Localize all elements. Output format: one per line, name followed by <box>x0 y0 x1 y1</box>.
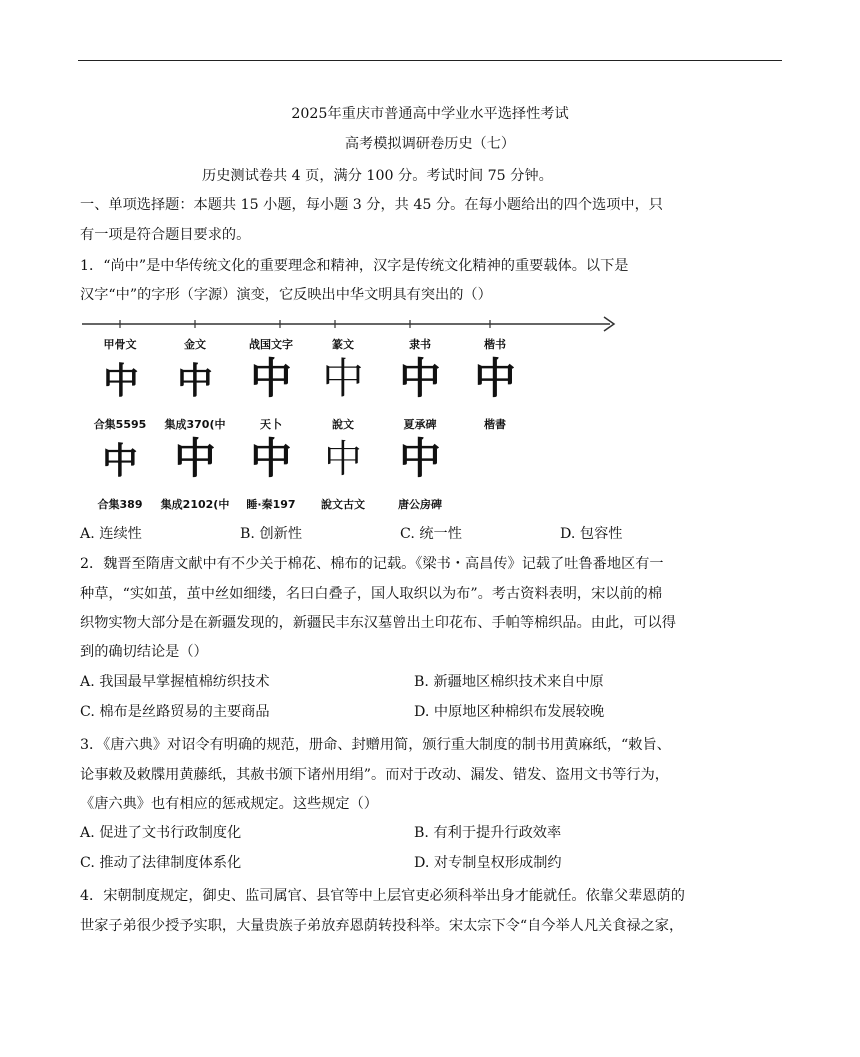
question-2-stem-cont-2: 织物实物大部分是在新疆发现的，新疆民丰东汉墓曾出土印花布、手帕等棉织品。由此，可以得 <box>80 615 676 631</box>
script-label-clerical: 隶书 <box>409 338 431 351</box>
script-label-warring-states: 战国文字 <box>249 338 293 351</box>
caption-regular-1: 楷書 <box>484 418 506 431</box>
caption-oracle-1: 合集5595 <box>93 418 147 431</box>
caption-bronze-1: 集成370(中 <box>164 418 226 431</box>
q2-option-d[interactable]: D. 中原地区种棉织布发展较晚 <box>414 704 605 720</box>
script-label-regular: 楷书 <box>484 338 506 351</box>
character-evolution-figure <box>80 312 620 517</box>
q2-option-a[interactable]: A. 我国最早掌握植棉纺织技术 <box>80 674 270 690</box>
glyph-seal-1: 中 <box>321 354 364 403</box>
q1-option-c[interactable]: C. 统一性 <box>400 526 462 542</box>
q3-option-c[interactable]: C. 推动了法律制度体系化 <box>80 855 242 871</box>
caption-clerical-1: 夏承碑 <box>403 418 437 431</box>
question-2-stem-cont-3: 到的确切结论是（） <box>80 644 208 660</box>
question-3-stem-cont-1: 论事敕及敕牒用黄藤纸，其赦书颁下诸州用绢”。而对于改动、漏发、错发、盗用文书等行为， <box>80 767 669 783</box>
glyph-warring-1: 中 <box>249 354 292 403</box>
glyph-clerical-2: 中 <box>398 434 441 483</box>
glyph-oracle-2: 中 <box>101 441 138 482</box>
caption-warring-2: 睡·秦197 <box>246 498 296 511</box>
section-instruction-cont: 有一项是符合题目要求的。 <box>80 227 251 243</box>
caption-clerical-2: 唐公房碑 <box>398 498 442 511</box>
question-4-stem-cont: 世家子弟很少授予实职，大量贵族子弟放弃恩荫转投科举。宋太宗下令“自今举人凡关食禄之家， <box>80 918 684 934</box>
caption-warring-1: 天卜 <box>260 418 282 431</box>
question-3-stem: 3．《唐六典》对诏令有明确的规范，册命、封赠用简，颁行重大制度的制书用黄麻纸，“敕旨、 <box>80 737 671 753</box>
exam-title: 2025年重庆市普通高中学业水平选择性考试 <box>291 106 569 122</box>
caption-seal-2: 說文古文 <box>321 498 365 511</box>
exam-subtitle: 高考模拟调研卷历史（七） <box>344 136 516 152</box>
exam-info: 历史测试卷共 4 页，满分 100 分。考试时间 75 分钟。 <box>202 168 553 184</box>
script-label-seal: 篆文 <box>332 338 354 351</box>
question-1-stem: 1．“尚中”是中华传统文化的重要理念和精神，汉字是传统文化精神的重要载体。以下是 <box>80 258 629 274</box>
caption-oracle-2: 合集389 <box>97 498 143 511</box>
section-instruction: 一、单项选择题：本题共 15 小题，每小题 3 分，共 45 分。在每小题给出的四个选项中，只 <box>80 197 663 213</box>
q3-option-d[interactable]: D. 对专制皇权形成制约 <box>414 855 562 871</box>
glyph-regular-1: 中 <box>473 354 516 403</box>
question-2-stem-cont-1: 种草，“实如茧，茧中丝如细缕，名曰白叠子，国人取织以为布”。考古资料表明，宋以前的棉 <box>80 586 663 602</box>
glyph-oracle-1: 中 <box>102 361 137 402</box>
header-rule <box>78 60 782 61</box>
glyph-bronze-1: 中 <box>176 361 213 402</box>
glyph-clerical-1: 中 <box>398 354 441 403</box>
script-label-bronze: 金文 <box>184 338 206 351</box>
glyph-warring-2: 中 <box>249 434 292 483</box>
q1-option-a[interactable]: A. 连续性 <box>80 526 142 542</box>
question-4-stem: 4．宋朝制度规定，御史、监司属官、县官等中上层官吏必须科举出身才能就任。依靠父辈恩荫的 <box>80 888 685 904</box>
question-1-stem-cont: 汉字“中”的字形（字源）演变，它反映出中华文明具有突出的（） <box>80 287 492 303</box>
q1-option-b[interactable]: B. 创新性 <box>240 526 303 542</box>
script-label-oracle-bone: 甲骨文 <box>103 338 137 351</box>
q2-option-c[interactable]: C. 棉布是丝路贸易的主要商品 <box>80 704 270 720</box>
q1-option-d[interactable]: D. 包容性 <box>560 526 623 542</box>
q2-option-b[interactable]: B. 新疆地区棉织技术来自中原 <box>414 674 604 690</box>
caption-seal-1: 說文 <box>332 418 354 431</box>
caption-bronze-2: 集成2102(中 <box>160 498 230 511</box>
glyph-bronze-2: 中 <box>173 434 216 483</box>
q3-option-a[interactable]: A. 促进了文书行政制度化 <box>80 825 242 841</box>
glyph-seal-2: 中 <box>323 437 362 481</box>
q3-option-b[interactable]: B. 有利于提升行政效率 <box>414 825 562 841</box>
question-3-stem-cont-2: 《唐六典》也有相应的惩戒规定。这些规定（） <box>80 796 378 812</box>
question-2-stem: 2．魏晋至隋唐文献中有不少关于棉花、棉布的记载。《梁书・高昌传》记载了吐鲁番地区有一 <box>80 556 664 572</box>
